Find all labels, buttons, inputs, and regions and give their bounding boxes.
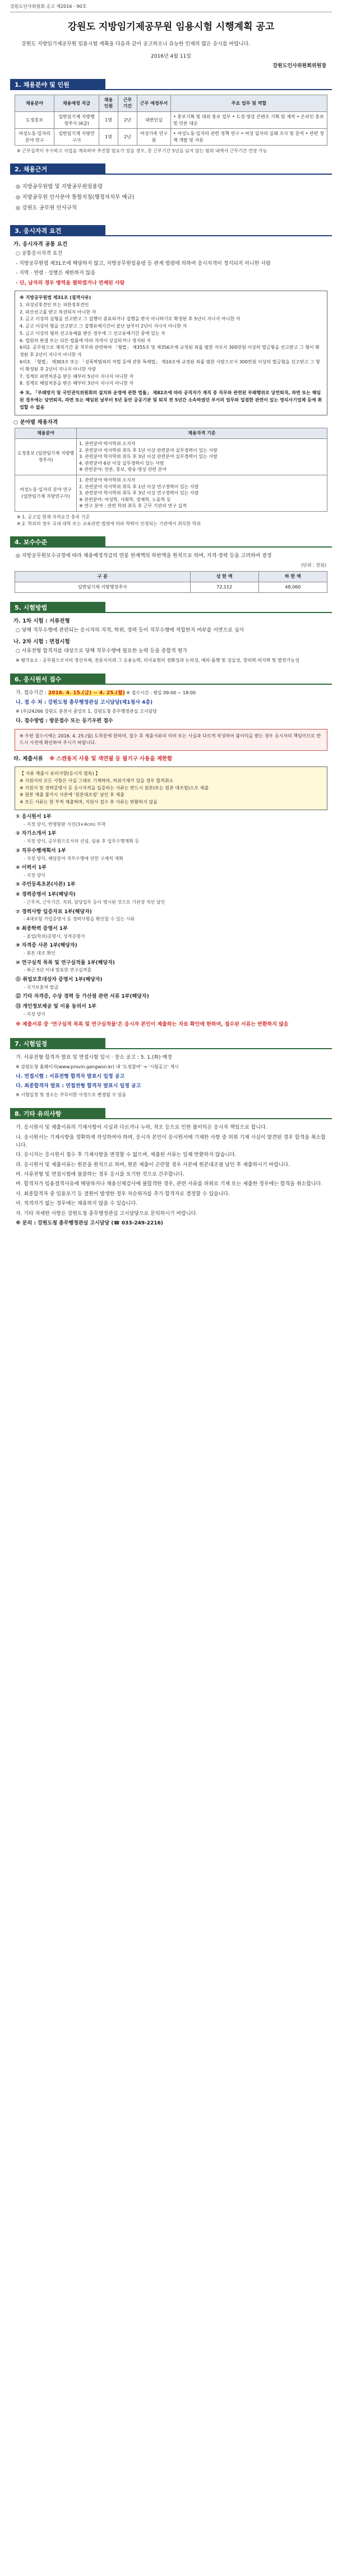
schedule-item: 다. 최종합격자 발표 : 면접전형 합격자 발표시 일정 공고: [16, 1083, 141, 1089]
qualifications-table: [15, 428, 327, 512]
table-header: 하 한 액: [258, 572, 327, 582]
lead-paragraph: 강원도 지방임기제공무원 임용시험 계획을 다음과 같이 공고하오니 유능한 인재의 많은 응시를 바랍니다.: [21, 41, 251, 48]
list-item: 가. 응시원서 및 제출서류의 기재사항이 사실과 다르거나 누락, 착오 등으로 인한 불이익은 응시자 책임으로 합니다.: [16, 1125, 267, 1131]
list-item: ◎ 지방공무원 인사분야 통합지침(행정자치부 예규): [16, 194, 135, 201]
table-header: 상 한 액: [190, 572, 258, 582]
subsection-title: ○ 분야별 채용자격: [13, 419, 58, 426]
table-row: 여성노동·일자리 분야 연구 일반임기제 지방연구사 1명 2년 여성가족 연구원 • 여성노동·일자리 관련 정책 연구 • 여성 일자리 실태 조사 및 분석 • 관련 정책 개발 및 자문: [15, 129, 327, 146]
list-item: 나. 응시원서는 기재사항을 정확하게 작성하여야 하며, 응시자 본인이 응시원서에 기재한 사항 중 허위 기재 사실이 발견된 경우 합격을 취소합니다.: [16, 1134, 326, 1148]
military-requirement: - 단, 남자의 경우 병역을 필하였거나 면제된 사람: [16, 280, 125, 286]
table-header: 근무 예정부서: [137, 95, 171, 111]
list-item: ⑫ 기타 자격증, 수상 경력 등 가산점 관련 서류 1부(해당자): [16, 994, 149, 1000]
list-item: ◎ 지방공무원법 및 지방공무원임용령: [16, 184, 103, 190]
list-item: 사. 최종합격자 중 임용포기 등 결원이 발생한 경우 차순위자를 추가 합격자로 결정할 수 있습니다.: [16, 1191, 230, 1197]
list-item: ⑨ 자격증 사본 1부(해당자) - 원본 대조 확인: [16, 943, 77, 956]
list-item: 자. 기타 자세한 사항은 강원도청 총무행정관실 고시담당으로 문의하시기 바랍니다.: [16, 1210, 198, 1217]
list-item: ⑬ 개인정보제공 및 이용 동의서 1부 - 지정 양식: [16, 1004, 96, 1017]
section-title: 2. 채용근거: [10, 163, 105, 175]
section-title: 6. 응시원서 접수: [10, 674, 105, 685]
contact-info: ※ 문의 : 강원도청 총무행정관실 고시담당 (☎ 033-249-2216): [16, 1221, 163, 1227]
table-header: 채용예정 직급: [54, 95, 99, 111]
section-salary: 4. 보수수준 ◎ 지방공무원보수규정에 따라 채용예정직급의 연봉 한계액의 하한액을 원칙으로 하며, 자격·경력 등을 고려하여 결정 (단위 : 천원) 구 분 상 한 액 하 한 액 일반임기제 지방행정주사 72,112 48,060: [10, 536, 332, 593]
list-item: 다. 응시자는 응시원서 접수 후 기재사항을 변경할 수 없으며, 제출된 서류는 일체 반환하지 않습니다.: [16, 1152, 237, 1158]
list-item: ⑦ 경력사항 입증자료 1부(해당자) - 4대보험 가입증명서 등 경력사항을 확인할 수 있는 서류: [16, 909, 135, 922]
list-item: ⑧ 최종학력 증명서 1부 - 졸업(학위)증명서, 성적증명서: [16, 925, 85, 939]
qualifications-note: ※ 1. 공고일 현재 자격요건 충족 기준 ※ 2. 학위의 경우 국내 대학 또는 교육관련 법령에 따라 학력이 인정되는 기관에서 취득한 학위: [17, 514, 201, 526]
section-title: 7. 시험일정: [10, 1038, 105, 1049]
notes-list: [10, 1124, 332, 1227]
documents-list: [10, 814, 332, 1018]
list-item: ⑩ 연구실적 목록 및 연구실적물 1부(해당자) - 최근 5년 이내 발표한 연구실적물: [16, 960, 115, 973]
unit-label: (단위 : 천원): [301, 563, 326, 568]
table-header: 근무 기간: [118, 95, 137, 111]
section-application: 6. 응시원서 접수 가. 접수기간 : 2016. 4. 15.(금) ~ 4. 25.(월) ※ 접수시간 : 평일 09:00 ~ 18:00 나. 접 수 처 : 강원도청 총무행정관실 고시담당(제1청사 4층) ※ (우)24266 강원도 춘천시 중앙로 1, 강원도청 총무행정관실 고시담당 다. 접수방법 : 방문접수 또는 등기우편 접수 ※ 우편 접수시에는 2016. 4. 25.(월) 도착분에 한하며, 접수 후 제출서류의 미비 또는 사실과 다르게 작성하여 불이익을 받는 경우 응시자의 책임이므로 반드시 사전에 확인하여 주시기 바랍니다. 라. 제출서류 ※ 스캔용지 사용 및 색연필 등 필기구 사용을 제한함 【 서류 제출시 유의사항(응시자 필독) 】 ※ 지원서의 모든 사항은 사실 그대로 기재하며, 허위기재가 있을 경우 합격취소 ※ 지원서 및 경력증명서 등 응시자격을 입증하는 서류는 반드시 원본(또는 원본 대조필)으로 제출 ※ 원본 제출 불가시 사본에 ‘원본대조필’ 날인 후 제출 ※ 모든 서류는 한 부씩 제출하며, 지원서 접수 후 서류는 반환하지 않음 ① 응시원서 1부 - 지정 양식, 반명함판 사진(3×4cm) 부착 ② 자기소개서 1부 - 지정 양식, 공무원으로서의 신념, 임용 후 업무수행계획 등 ③ 직무수행계획서 1부 - 지정 양식, 해당분야 직무수행에 관한 구체적 계획 ④ 이력서 1부 - 지정 양식 ⑤ 주민등록초본(사본) 1부 ⑥ 경력증명서 1부(해당자) - 근무처, 근무기간, 직위, 담당업무 등이 명시된 것으로 기관장 직인 날인 ⑦ 경력사항 입증자료 1부(해당자) - 4대보험 가입증명서 등 경력사항을 확인할 수 있는 서류 ⑧ 최종학력 증명서 1부 - 졸업(학위)증명서, 성적증명서 ⑨ 자격증 사본 1부(해당자) - 원본 대조 확인 ⑩ 연구실적 목록 및 연구실적물 1부(해당자) - 최근 5년 이내 발표한 연구실적물 ⑪ 취업보호대상자 증명서 1부(해당자) - 국가보훈처 발급 ⑫ 기타 자격증, 수상 경력 등 가산점 관련 서류 1부(해당자) ⑬ 개인정보제공 및 이용 동의서 1부 - 지정 양식 ※ 제출서류 중 ‘연구실적 목록 및 연구실적물’은 응시자 본인이 제출하는 자료 확인에 한하며, 접수된 서류는 반환하지 않음: [10, 674, 332, 1030]
gazette-number: 강원도인사위원회 공고 제2016 - 90호: [10, 3, 332, 12]
list-item: ⑪ 취업보호대상자 증명서 1부(해당자) - 국가보훈처 발급: [16, 976, 103, 990]
section-title: 5. 시험방법: [10, 602, 105, 613]
application-period: 가. 접수기간 : 2016. 4. 15.(금) ~ 4. 25.(월) ※ 접수시간 : 평일 09:00 ~ 18:00: [16, 690, 196, 696]
list-item: 아. 적격자가 없는 경우에는 채용하지 않을 수 있습니다.: [16, 1201, 138, 1207]
section-legal-basis: [10, 163, 332, 216]
legal-basis-list: [10, 179, 332, 216]
application-location: 나. 접 수 처 : 강원도청 총무행정관실 고시담당(제1청사 4층): [16, 700, 153, 706]
list-item: ④ 이력서 1부 - 지정 양식: [16, 864, 47, 878]
table-row: 도정홍보 일반임기제 지방행정주사 (6급) 1명 2년 대변인실 • 홍보기획 및 대외 홍보 업무 • 도정 영상 콘텐츠 기획 및 제작 • 온라인 홍보 및 언론 대응: [15, 111, 327, 128]
table-header: 주요 업무 및 역할: [171, 95, 327, 111]
section-title: 1. 채용분야 및 인원: [10, 79, 105, 90]
schedule-item: 가. 서류전형 합격자 발표 및 면접시험 일시 · 장소 공고 : 5. 1.(화) 예정: [16, 1055, 172, 1061]
table-row: 도정홍보 (일반임기제 지방행정주사) 1. 관련분야 박사학위 소지자 2. 관련분야 석사학위 취득 후 1년 이상 관련분야 실무경력이 있는 사람 3. 관련분야 학사학위 취득 후 3년 이상 관련분야 실무경력이 있는 사람 4. 관련분야 6년 이상 실무경력이 있는 사람 ※ 관련분야: 언론, 홍보, 방송·영상 관련 분야: [15, 439, 327, 475]
positions-note: ※ 근무실적이 우수하고 사업을 계속하여 추진할 필요가 있을 경우, 총 근무기간 5년을 넘지 않는 범위 내에서 근무기간 연장 가능: [17, 148, 267, 154]
announcement-page: [0, 0, 342, 1251]
document-notice-box: 【 서류 제출시 유의사항(응시자 필독) 】 ※ 지원서의 모든 사항은 사실 그대로 기재하며, 허위기재가 있을 경우 합격취소 ※ 지원서 및 경력증명서 등 응시자격을 입증하는 서류는 반드시 원본(또는 원본 대조필)으로 제출 ※ 원본 제출 불가시 사본에 ‘원본대조필’ 날인 후 제출 ※ 모든 서류는 한 부씩 제출하며, 지원서 접수 후 서류는 반환하지 않음: [15, 766, 327, 810]
list-item: ① 응시원서 1부 - 지정 양식, 반명함판 사진(3×4cm) 부착: [16, 814, 106, 827]
table-header: 채용 인원: [99, 95, 118, 111]
section-schedule: 7. 시험일정 가. 서류전형 합격자 발표 및 면접시험 일시 · 장소 공고 : 5. 1.(화) 예정 ※ 강원도청 홈페이지(www.provin.gangwon.kr) 내 ‘도정참여’ → ‘시험공고’ 게시 나. 면접시험 : 서류전형 합격자 발표시 일정 공고 다. 최종합격자 발표 : 면접전형 합격자 발표시 일정 공고 ※ 시험일정 및 장소는 부득이한 사정으로 변경될 수 있음: [10, 1038, 332, 1099]
positions-table: [15, 95, 327, 146]
subsection-title: 가. 응시자격 공통 요건: [13, 241, 68, 247]
table-header: 채용분야: [15, 428, 77, 439]
research-notice: ※ 제출서류 중 ‘연구실적 목록 및 연구실적물’은 응시자 본인이 제출하는 자료 확인에 한하며, 접수된 서류는 반환하지 않음: [16, 1022, 289, 1028]
table-row: 일반임기제 지방행정주사 72,112 48,060: [15, 582, 327, 592]
disqualification-box: ※ 지방공무원법 제31조 (결격사유) 1. 피성년후견인 또는 피한정후견인 2. 파산선고를 받고 복권되지 아니한 자 3. 금고 이상의 실형을 선고받고 그 집행이 종료되거나 집행을 받지 아니하기로 확정된 후 5년이 지나지 아니한 자 4. 금고 이상의 형을 선고받고 그 집행유예기간이 끝난 날부터 2년이 지나지 아니한 자 5. 금고 이상의 형의 선고유예를 받은 경우에 그 선고유예기간 중에 있는 자 6. 법원의 판결 또는 다른 법률에 따라 자격이 상실되거나 정지된 자 6의2. 공무원으로 재직기간 중 직무와 관련하여 「형법」 제355조 및 제356조에 규정된 죄를 범한 자로서 300만원 이상의 벌금형을 선고받고 그 형이 확정된 후 2년이 지나지 아니한 자 6의3. 「형법」 제303조 또는 「성폭력범죄의 처벌 등에 관한 특례법」 제10조에 규정된 죄를 범한 사람으로서 300만원 이상의 벌금형을 선고받고 그 형이 확정된 후 2년이 지나지 아니한 사람 7. 징계로 파면처분을 받은 때부터 5년이 지나지 아니한 자 8. 징계로 해임처분을 받은 때부터 3년이 지나지 아니한 자 ※ 또, 「부패방지 및 국민권익위원회의 설치와 운영에 관한 법률」 제82조에 따라 공직자가 재직 중 직무와 관련된 부패행위로 당연퇴직, 파면 또는 해임된 경우에는 당연퇴직, 파면 또는 해임된 날부터 5년 동안 공공기관 및 퇴직 전 5년간 소속하였던 부서의 업무와 밀접한 관련이 있는 영리사기업체 등에 취업할 수 없음: [15, 291, 327, 415]
list-item: 바. 합격자가 임용결격사유에 해당하거나 채용신체검사에 불합격한 경우, 관련 서류를 허위로 기재 또는 제출한 경우에는 합격을 취소합니다.: [16, 1181, 323, 1188]
documents-title: 라. 제출서류 ※ 스캔용지 사용 및 색연필 등 필기구 사용을 제한함: [13, 756, 173, 763]
list-item: ③ 직무수행계획서 1부 - 지정 양식, 해당분야 직무수행에 관한 구체적 계획: [16, 848, 123, 861]
list-item: 라. 응시원서 및 제출서류는 원본을 원칙으로 하며, 원본 제출이 곤란할 경우 사본에 원본대조필 날인 후 제출하시기 바랍니다.: [16, 1162, 290, 1168]
section-title: 4. 보수수준: [10, 536, 105, 548]
section-title: 8. 기타 유의사항: [10, 1108, 105, 1119]
table-row: 여성노동·일자리 분야 연구 (일반임기제 지방연구사) 1. 관련분야 박사학위 소지자 2. 관련분야 석사학위 취득 후 1년 이상 연구경력이 있는 사람 3. 관련분야 학사학위 취득 후 3년 이상 연구경력이 있는 사람 ※ 관련분야: 여성학, 사회학, 경제학, 노동학 등 ※ 연구 분야 : 관련 학위 취득 후 근무 기관의 연구 실적: [15, 475, 327, 511]
mail-notice-box: ※ 우편 접수시에는 2016. 4. 25.(월) 도착분에 한하며, 접수 후 제출서류의 미비 또는 사실과 다르게 작성하여 불이익을 받는 경우 응시자의 책임이므로 반드시 사전에 확인하여 주시기 바랍니다.: [15, 729, 327, 751]
list-item: 마. 서류전형 및 면접시험에 불참하는 경우 응시를 포기한 것으로 간주합니다.: [16, 1172, 184, 1178]
table-header: 채용분야: [15, 95, 54, 111]
section-qualifications: 3. 응시자격 요건 가. 응시자격 공통 요건 ○ 공통응시자격 요건 - 지방공무원법 제31조에 해당하지 않고, 지방공무원임용령 등 관계 법령에 의하여 응시자격이 정지되지 아니한 사람 - 지역 · 연령 · 성별은 제한하지 않음 - 단, 남자의 경우 병역을 필하였거나 면제된 사람 ※ 지방공무원법 제31조 (결격사유) 1. 피성년후견인 또는 피한정후견인 2. 파산선고를 받고 복권되지 아니한 자 3. 금고 이상의 실형을 선고받고 그 집행이 종료되거나 집행을 받지 아니하기로 확정된 후 5년이 지나지 아니한 자 4. 금고 이상의 형을 선고받고 그 집행유예기간이 끝난 날부터 2년이 지나지 아니한 자 5. 금고 이상의 형의 선고유예를 받은 경우에 그 선고유예기간 중에 있는 자 6. 법원의 판결 또는 다른 법률에 따라 자격이 상실되거나 정지된 자 6의2. 공무원으로 재직기간 중 직무와 관련하여 「형법」 제355조 및 제356조에 규정된 죄를 범한 자로서 300만원 이상의 벌금형을 선고받고 그 형이 확정된 후 2년이 지나지 아니한 자 6의3. 「형법」 제303조 또는 「성폭력범죄의 처벌 등에 관한 특례법」 제10조에 규정된 죄를 범한 사람으로서 300만원 이상의 벌금형을 선고받고 그 형이 확정된 후 2년이 지나지 아니한 사람 7. 징계로 파면처분을 받은 때부터 5년이 지나지 아니한 자 8. 징계로 해임처분을 받은 때부터 3년이 지나지 아니한 자 ※ 또, 「부패방지 및 국민권익위원회의 설치와 운영에 관한 법률」 제82조에 따라 공직자가 재직 중 직무와 관련된 부패행위로 당연퇴직, 파면 또는 해임된 경우에는 당연퇴직, 파면 또는 해임된 날부터 5년 동안 공공기관 및 퇴직 전 5년간 소속하였던 부서의 업무와 밀접한 관련이 있는 영리사기업체 등에 취업할 수 없음 ○ 분야별 채용자격 채용분야 채용자격 기준 도정홍보 (일반임기제 지방행정주사) 1. 관련분야 박사학위 소지자 2. 관련분야 석사학위 취득 후 1년 이상 관련분야 실무경력이 있는 사람 3. 관련분야 학사학위 취득 후 3년 이상 관련분야 실무경력이 있는 사람 4. 관련분야 6년 이상 실무경력이 있는 사람 ※ 관련분야: 언론, 홍보, 방송·영상 관련 분야 여성노동·일자리 분야 연구 (일반임기제 지방연구사) 1. 관련분야 박사학위 소지자 2. 관련분야 석사학위 취득 후 1년 이상 연구경력이 있는 사람 3. 관련분야 학사학위 취득 후 3년 이상 연구경력이 있는 사람 ※ 관련분야: 여성학, 사회학, 경제학, 노동학 등 ※ 연구 분야 : 관련 학위 취득 후 근무 기관의 연구 실적 ※ 1. 공고일 현재 자격요건 충족 기준 ※ 2. 학위의 경우 국내 대학 또는 교육관련 법령에 따라 학력이 인정되는 기관에서 취득한 학위: [10, 225, 332, 527]
list-item: ⑥ 경력증명서 1부(해당자) - 근무처, 근무기간, 직위, 담당업무 등이 명시된 것으로 기관장 직인 날인: [16, 892, 165, 905]
page-title: 강원도 지방임기제공무원 임용시험 시행계획 공고: [67, 21, 275, 32]
list-item: ◎ 강원도 공무원 인사규칙: [16, 204, 77, 211]
salary-table: [15, 571, 327, 592]
section-exam-method: 5. 시험방법 가. 1차 시험 : 서류전형 ○ 당해 직무수행에 관련되는 응시자의 자격, 학위, 경력 등이 직무수행에 적합한지 여부를 서면으로 심사 나. 2차 시험 : 면접시험 ○ 서류전형 합격자를 대상으로 당해 직무수행에 필요한 능력 등을 종합적 평가 ※ 평가요소 : 공무원으로서의 정신자세, 전문지식과 그 응용능력, 의사표현의 정확성과 논리성, 예의·품행 및 성실성, 창의력·의지력 및 발전가능성: [10, 602, 332, 665]
table-header: 구 분: [15, 572, 191, 582]
section-title: 3. 응시자격 요건: [10, 225, 105, 236]
section-notes: [10, 1108, 332, 1227]
list-item: ⑤ 주민등록초본(사본) 1부: [16, 882, 76, 888]
section-positions: [10, 79, 332, 155]
schedule-item: 나. 면접시험 : 서류전형 합격자 발표시 일정 공고: [16, 1073, 125, 1079]
section-heading: [10, 79, 332, 90]
table-header: 채용자격 기준: [77, 428, 327, 439]
list-item: ② 자기소개서 1부 - 지정 양식, 공무원으로서의 신념, 임용 후 업무수행계획 등: [16, 831, 140, 844]
announcement-date: 2016년 4월 11일: [151, 53, 191, 59]
issuer-name: 강원도인사위원회위원장: [272, 63, 326, 69]
